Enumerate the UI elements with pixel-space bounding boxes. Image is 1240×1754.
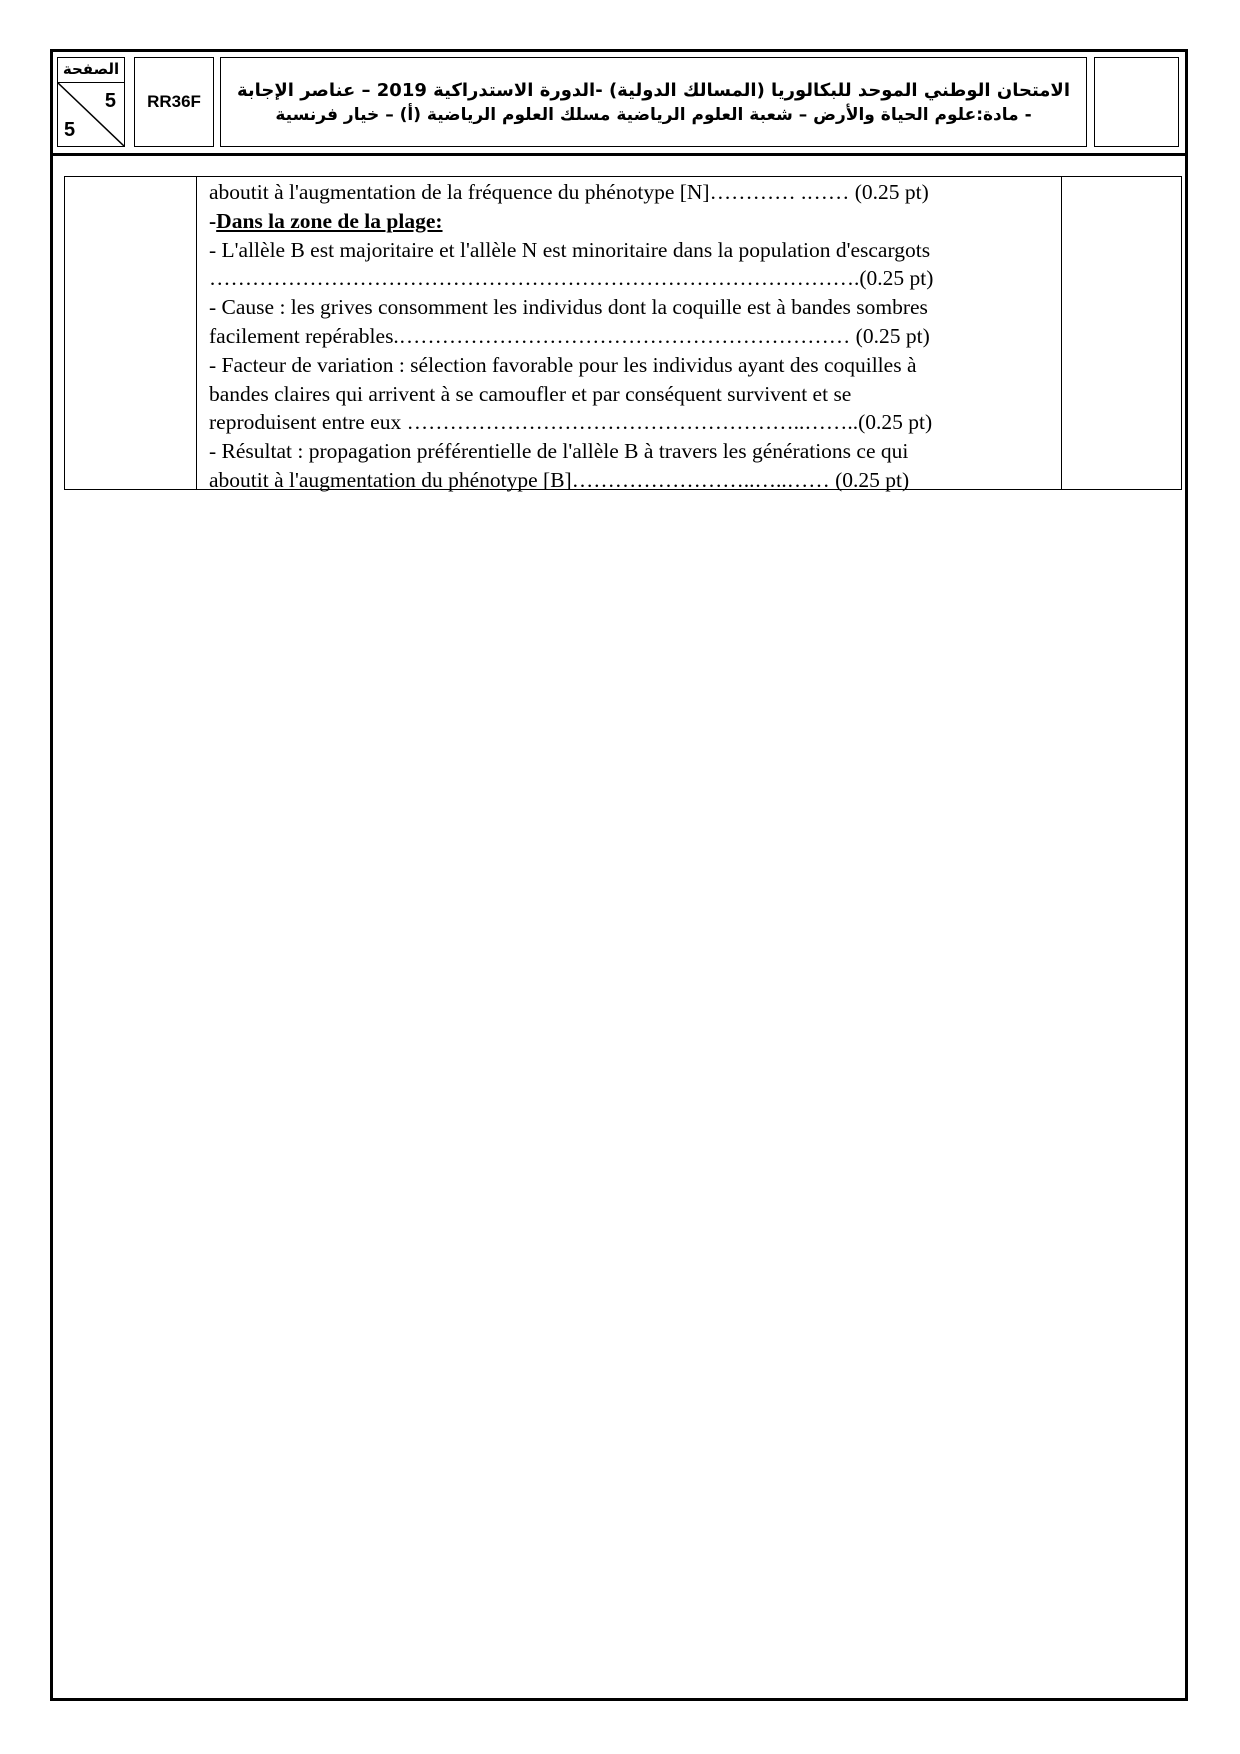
exam-title: الامتحان الوطني الموحد للبكالوريا (المسالك الدولية) -الدورة الاستدراكية 2019 – عناصر الإجابة bbox=[237, 79, 1071, 101]
page-number-box bbox=[57, 57, 125, 147]
page-total: 5 bbox=[64, 119, 76, 141]
section-heading-text: Dans la zone de la plage: bbox=[216, 208, 443, 233]
exam-subtitle: - مادة:علوم الحياة والأرض – شعبة العلوم الرياضية مسلك العلوم الرياضية (أ) – خيار فرنسية bbox=[275, 104, 1032, 125]
section-heading: -Dans la zone de la plage: bbox=[209, 208, 443, 233]
page-number: 5 bbox=[104, 90, 116, 112]
grade-box bbox=[1094, 57, 1179, 147]
answer-line: facilement repérables.……………………………………………………… (0.25 pt) bbox=[209, 323, 930, 348]
answer-line: aboutit à l'augmentation de la fréquence du phénotype [N]………… .…… (0.25 pt) bbox=[209, 180, 929, 204]
page-label: الصفحة bbox=[62, 60, 120, 78]
answer-line: aboutit à l'augmentation du phénotype [B]……………………..…..…… (0.25 pt) bbox=[209, 467, 910, 492]
right-column-divider bbox=[1061, 177, 1062, 489]
left-column-divider bbox=[196, 177, 197, 489]
answer-line: - Cause : les grives consomment les individus dont la coquille est à bandes sombres bbox=[209, 295, 928, 320]
answer-line: - Facteur de variation : sélection favorable pour les individus ayant des coquilles à bbox=[209, 352, 917, 377]
header-separator bbox=[50, 153, 1188, 156]
answer-line: - Résultat : propagation préférentielle de l'allèle B à travers les générations ce qui bbox=[209, 439, 909, 464]
answer-line: ……………………………………………………………………………….(0.25 pt) bbox=[209, 266, 934, 291]
exam-code: RR36F bbox=[134, 57, 214, 147]
answer-line: - L'allèle B est majoritaire et l'allèle N est minoritaire dans la population d'escargots bbox=[209, 237, 931, 262]
exam-title-box bbox=[220, 57, 1087, 147]
answer-line: reproduisent entre eux ………………………………………………..……..(0.25 pt) bbox=[209, 410, 933, 435]
answer-table bbox=[64, 176, 1182, 490]
answer-cell bbox=[209, 178, 1057, 495]
answer-line: bandes claires qui arrivent à se camoufler et par conséquent survivent et se bbox=[209, 381, 852, 406]
